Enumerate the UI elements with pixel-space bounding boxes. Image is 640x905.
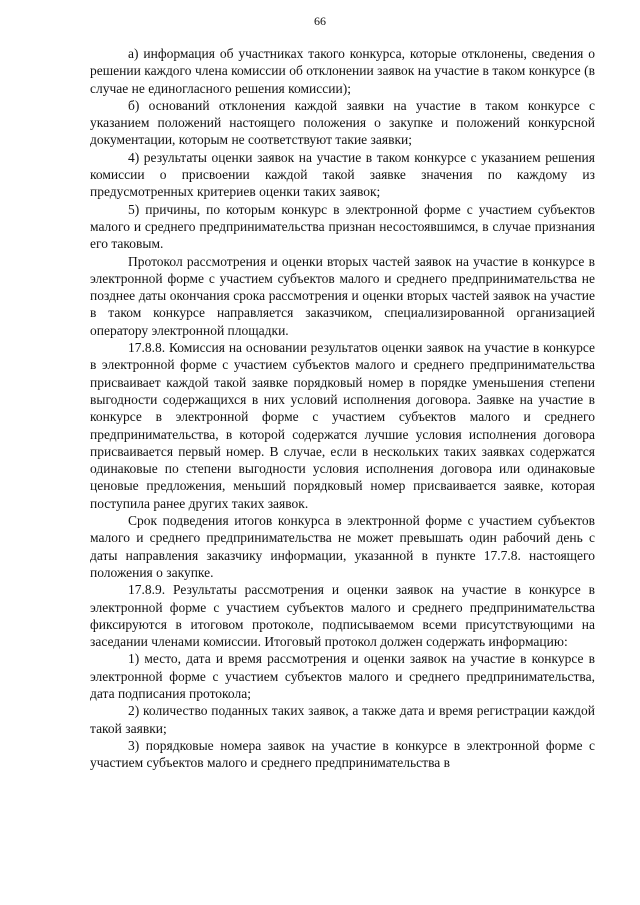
- paragraph-2-number-of-applications: 2) количество поданных таких заявок, а также дата и время регистрации каждой такой заявки;: [90, 703, 595, 736]
- paragraph-b-rejection-grounds: б) оснований отклонения каждой заявки на участие в таком конкурсе с указанием положений настоящего положения о закупке и положений конкурсной документации, которым не соответствуют такие заявки;: [90, 97, 595, 148]
- paragraph-17-8-9: 17.8.9. Результаты рассмотрения и оценки заявок на участие в конкурсе в электронной форме с участием субъектов малого и среднего предпринимательства фиксируются в итоговом протоколе, подписываемом всеми присутствующими на заседании членами комиссии. Итоговый протокол должен содержать информацию:: [90, 582, 595, 650]
- paragraph-protocol-second-parts: Протокол рассмотрения и оценки вторых частей заявок на участие в конкурсе в электронной форме с участием субъектов малого и среднего предпринимательства не позднее даты окончания срока рассмотрения и оценки вторых частей заявок на участие в таком конкурсе направляется заказчиком, специализированной организацией оператору электронной площадки.: [90, 253, 595, 338]
- paragraph-17-8-8: 17.8.8. Комиссия на основании результатов оценки заявок на участие в конкурсе в электронной форме с участием субъектов малого и среднего предпринимательства присваивает каждой такой заявке порядковый номер в порядке уменьшения степени выгодности содержащихся в них условий исполнения договора. Заявке на участие в конкурсе в электронной форме с участием субъектов малого и среднего предпринимательства, в которой содержатся лучшие условия исполнения договора присваивается первый номер. В случае, если в нескольких таких заявках содержатся одинаковые по степени выгодности условия исполнения договора или одинаковые ценовые предложения, меньший порядковый номер присваивается заявке, которая поступила ранее других таких заявок.: [90, 340, 595, 511]
- paragraph-results-deadline: Срок подведения итогов конкурса в электронной форме с участием субъектов малого и среднего предпринимательства не может превышать один рабочий день с даты направления заказчику информации, указанной в пункте 17.7.8. настоящего положения о закупке.: [90, 513, 595, 580]
- paragraph-1-place-date-time: 1) место, дата и время рассмотрения и оценки заявок на участие в конкурсе в электронной форме с участием субъектов малого и среднего предпринимательства, дата подписания протокола;: [90, 651, 595, 701]
- paragraph-4-evaluation-results: 4) результаты оценки заявок на участие в таком конкурсе с указанием решения комиссии о присвоении каждой такой заявке значения по каждому из предусмотренных критериев оценки таких заявок;: [90, 149, 595, 200]
- page-number: 66: [314, 14, 326, 28]
- paragraph-a-rejected-participants: а) информация об участниках такого конкурса, которые отклонены, сведения о решении каждого члена комиссии об отклонении заявок на участие в таком конкурсе (в случае не единогласного решения комиссии);: [90, 46, 595, 96]
- document-body: [90, 45, 595, 771]
- paragraph-3-serial-numbers: 3) порядковые номера заявок на участие в конкурсе в электронной форме с участием субъектов малого и среднего предпринимательства в: [90, 737, 595, 771]
- paragraph-5-failed-tender-reasons: 5) причины, по которым конкурс в электронной форме с участием субъектов малого и среднего предпринимательства признан несостоявшимся, в случае признания его таковым.: [90, 201, 595, 252]
